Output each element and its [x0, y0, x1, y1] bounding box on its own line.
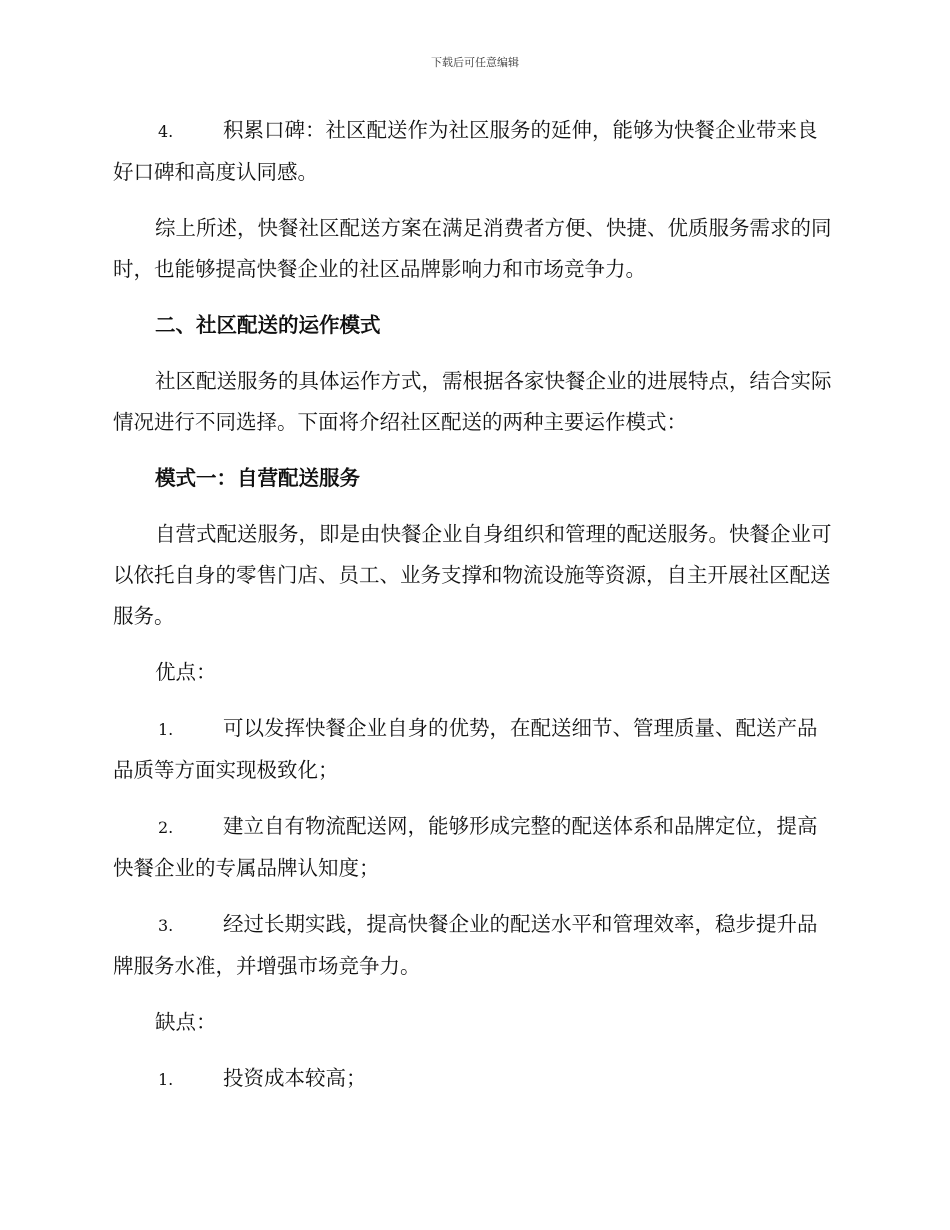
list-number: 2. [158, 818, 174, 837]
list-item [113, 904, 833, 987]
document-body [113, 110, 833, 1115]
list-number: 3. [158, 916, 174, 935]
list-item [113, 708, 833, 791]
subsection-heading: 模式一：自营配送服务 [155, 466, 360, 490]
list-text: 建立自有物流配送网，能够形成完整的配送体系和品牌定位，提高快餐企业的专属品牌认知度； [113, 814, 818, 880]
advantages-label: 优点： [155, 660, 217, 684]
page-header: 下载后可任意编辑 [431, 56, 519, 69]
list-number: 1. [158, 720, 174, 739]
list-text: 积累口碑：社区配送作为社区服务的延伸，能够为快餐企业带来良好口碑和高度认同感。 [113, 118, 818, 184]
section-heading: 二、社区配送的运作模式 [155, 313, 381, 337]
list-text: 经过长期实践，提高快餐企业的配送水平和管理效率，稳步提升品牌服务水准，并增强市场竞争力。 [113, 912, 818, 978]
list-number: 1. [158, 1070, 174, 1089]
list-item [113, 806, 833, 889]
disadvantages-label: 缺点： [155, 1010, 217, 1034]
list-number: 4. [158, 122, 174, 141]
paragraph: 自营式配送服务，即是由快餐企业自身组织和管理的配送服务。快餐企业可以依托自身的零售门店、员工、业务支撑和物流设施等资源，自主开展社区配送服务。 [113, 522, 832, 628]
paragraph: 社区配送服务的具体运作方式，需根据各家快餐企业的进展特点，结合实际情况进行不同选择。下面将介绍社区配送的两种主要运作模式： [113, 369, 832, 434]
paragraph: 综上所述，快餐社区配送方案在满足消费者方便、快捷、优质服务需求的同时，也能够提高快餐企业的社区品牌影响力和市场竞争力。 [113, 216, 832, 281]
list-item [113, 110, 833, 193]
list-text: 投资成本较高； [223, 1066, 367, 1090]
list-text: 可以发挥快餐企业自身的优势，在配送细节、管理质量、配送产品品质等方面实现极致化； [113, 716, 818, 782]
list-item [113, 1058, 833, 1100]
